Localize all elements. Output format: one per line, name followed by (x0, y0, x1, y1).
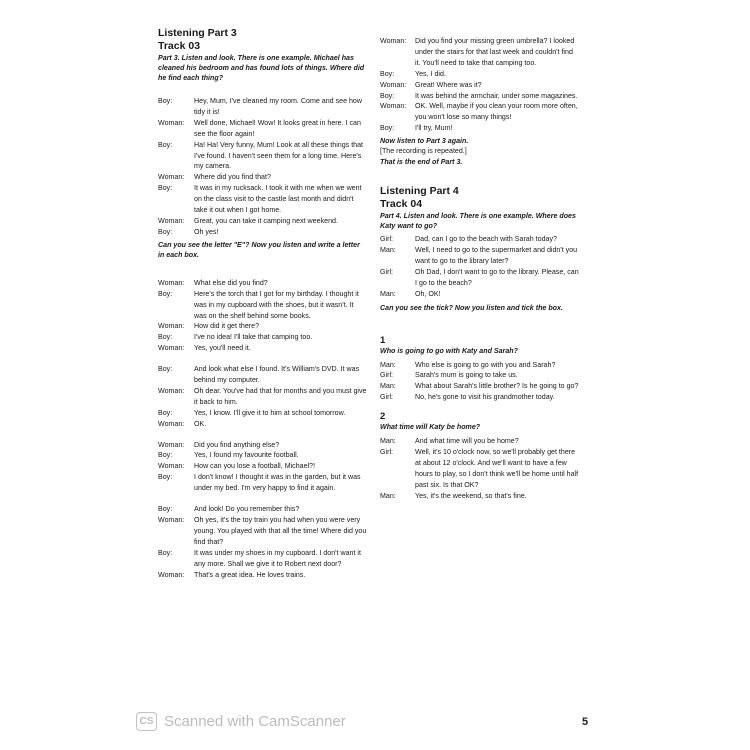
question-1-text: Who is going to go with Katy and Sarah? (380, 346, 518, 355)
camscanner-logo-icon: CS (136, 712, 157, 731)
dialogue-block-3 (158, 364, 368, 429)
speaker: Woman: (158, 118, 185, 127)
dialogue-block-2 (158, 278, 368, 354)
utterance: How did it get there? (194, 322, 260, 331)
dialogue-line (380, 267, 580, 289)
speaker: Woman: (158, 216, 185, 225)
speaker: Boy: (380, 124, 395, 133)
dialogue-line (158, 461, 368, 472)
speaker: Girl: (380, 235, 394, 244)
track-title-03: Track 03 (158, 40, 201, 52)
utterance: I don't know! I thought it was in the garden, but it was under my bed. I'm very happy to find it again. (194, 473, 361, 493)
recording-repeated-note: [The recording is repeated.] (380, 147, 467, 156)
dialogue-line (380, 69, 580, 80)
utterance: That's a great idea. He loves trains. (194, 570, 306, 579)
utterance: And what time will you be home? (415, 437, 519, 446)
utterance: What else did you find? (194, 278, 268, 287)
right-column (380, 36, 580, 502)
dialogue-block-7 (380, 234, 580, 299)
speaker: Woman: (380, 37, 407, 45)
dialogue-line (158, 172, 368, 183)
dialogue-line (380, 101, 580, 123)
dialogue-block-5 (158, 504, 368, 580)
speaker: Girl: (380, 448, 394, 457)
utterance: Yes, I found my favourite football. (194, 451, 299, 460)
speaker: Boy: (158, 473, 173, 482)
dialogue-line (158, 343, 368, 354)
utterance: I'll try, Mum! (415, 124, 453, 133)
speaker: Man: (380, 245, 396, 254)
dialogue-line (380, 289, 580, 300)
speaker: Boy: (158, 184, 173, 193)
dialogue-line (158, 450, 368, 461)
dialogue-line (380, 91, 580, 102)
speaker: Boy: (158, 451, 173, 460)
speaker: Woman: (158, 462, 185, 471)
speaker: Boy: (158, 227, 173, 236)
section-title-part4: Listening Part 4 (380, 185, 459, 198)
dialogue-line (158, 332, 368, 343)
speaker: Boy: (158, 505, 173, 514)
dialogue-line (380, 360, 580, 371)
question-2-text: What time will Katy be home? (380, 423, 481, 432)
utterance: Where did you find that? (194, 173, 271, 182)
speaker: Woman: (158, 173, 185, 182)
speaker: Man: (380, 360, 396, 369)
utterance: Yes, I know. I'll give it to him at school tomorrow. (194, 408, 346, 417)
speaker: Man: (380, 382, 396, 391)
camscanner-watermark (136, 709, 346, 733)
utterance: No, he's gone to visit his grandmother today. (415, 393, 555, 402)
dialogue-block-4 (158, 440, 368, 495)
utterance: Well done, Michael! Wow! It looks great in here. I can see the floor again! (194, 118, 361, 138)
dialogue-block-6 (380, 36, 580, 134)
dialogue-block-1 (158, 96, 368, 238)
speaker: Man: (380, 491, 396, 500)
dialogue-line (380, 123, 580, 134)
part3-instructions: Part 3. Listen and look. There is one example. Michael has cleaned his bedroom and has found lots of things. Where did he find each thing? (158, 54, 365, 82)
dialogue-line (158, 96, 368, 118)
dialogue-line (380, 447, 580, 491)
utterance: Who else is going to go with you and Sarah? (415, 360, 556, 369)
speaker: Woman: (158, 344, 185, 353)
camscanner-text: Scanned with CamScanner (164, 712, 346, 730)
utterance: And look what else I found. It's William's DVD. It was behind my computer. (194, 365, 360, 385)
track-title-04: Track 04 (380, 198, 423, 211)
utterance: Well, I need to go to the supermarket and didn't you want to go to the library later? (415, 245, 578, 265)
speaker: Boy: (380, 91, 395, 100)
utterance: Yes, I did. (415, 69, 446, 78)
utterance: Yes, it's the weekend, so that's fine. (415, 491, 527, 500)
dialogue-line (380, 436, 580, 447)
speaker: Man: (380, 289, 396, 298)
utterance: Great, you can take it camping next weekend. (194, 216, 338, 225)
utterance: OK. (194, 419, 207, 428)
utterance: It was behind the armchair, under some magazines. (415, 91, 578, 100)
dialogue-line (158, 386, 368, 408)
utterance: Sarah's mum is going to take us. (415, 371, 518, 380)
speaker: Boy: (158, 289, 173, 298)
dialogue-line (158, 472, 368, 494)
dialogue-line (380, 370, 580, 381)
utterance: Oh yes, it's the toy train you had when you were very young. You played with that all the time! Where did you find that? (194, 516, 367, 546)
dialogue-line (158, 570, 368, 581)
dialogue-line (158, 278, 368, 289)
end-of-part3-note: That is the end of Part 3. (380, 158, 463, 167)
speaker: Woman: (158, 516, 185, 524)
dialogue-block-q2 (380, 436, 580, 501)
dialogue-line (380, 245, 580, 267)
dialogue-line (158, 289, 368, 322)
utterance: Ha! Ha! Very funny, Mum! Look at all these things that I've found. I haven't seen them for a long time. Here's my camera. (194, 140, 364, 171)
page-number: 5 (582, 716, 589, 728)
dialogue-line (158, 504, 368, 515)
dialogue-line (380, 392, 580, 403)
utterance: How can you lose a football, Michael?! (194, 462, 316, 471)
speaker: Boy: (380, 69, 395, 78)
speaker: Boy: (158, 140, 173, 149)
speaker: Boy: (158, 97, 173, 105)
utterance: It was under my shoes in my cupboard. I don't want it any more. Shall we give it to Robert next door? (194, 548, 361, 568)
question-number-1: 1 (380, 334, 386, 346)
section-title-part3: Listening Part 3 (158, 27, 237, 39)
utterance: Did you find your missing green umbrella? I looked under the stairs for that last week and couldn't find it. You'll need to take that camping too. (415, 37, 575, 67)
dialogue-line (158, 440, 368, 451)
dialogue-block-q1 (380, 360, 580, 404)
utterance: And look! Do you remember this? (194, 505, 300, 514)
dialogue-line (158, 227, 368, 238)
listen-again-note: Now listen to Part 3 again. (380, 137, 469, 146)
speaker: Girl: (380, 393, 394, 402)
part4-prompt: Can you see the tick? Now you listen and tick the box. (380, 303, 563, 312)
dialogue-line (158, 515, 368, 548)
utterance: Hey, Mum, I've cleaned my room. Come and see how tidy it is! (194, 97, 362, 116)
part3-prompt: Can you see the letter "E"? Now you listen and write a letter in each box. (158, 240, 360, 259)
utterance: Oh Dad, I don't want to go to the library. Please, can I go to the beach? (415, 267, 579, 287)
question-number-2: 2 (380, 411, 386, 423)
speaker: Girl: (380, 371, 394, 380)
utterance: Well, it's 10 o'clock now, so we'll probably get there at about 12 o'clock. And we'll want to have a few hours to play, so I don't think we'll be home until half past six. Is that OK? (415, 448, 579, 489)
utterance: It was in my rucksack. I took it with me when we went on the class visit to the castle last month and didn't take it out when I got home. (194, 184, 362, 215)
dialogue-line (158, 118, 368, 140)
speaker: Girl: (380, 267, 394, 276)
speaker: Boy: (158, 333, 173, 342)
dialogue-line (380, 381, 580, 392)
speaker: Woman: (158, 440, 185, 449)
utterance: Oh, OK! (415, 289, 441, 298)
utterance: Great! Where was it? (415, 80, 482, 89)
speaker: Boy: (158, 365, 173, 374)
speaker: Woman: (158, 570, 185, 579)
utterance: Did you find anything else? (194, 440, 280, 449)
speaker: Woman: (158, 322, 185, 331)
utterance: Here's the torch that I got for my birthday. I thought it was in my cupboard with the shoes, but it wasn't. It was on the shelf behind some books. (194, 289, 359, 320)
dialogue-line (380, 491, 580, 502)
dialogue-line (158, 548, 368, 570)
dialogue-line (158, 408, 368, 419)
speaker: Woman: (158, 278, 185, 287)
dialogue-line (380, 36, 580, 69)
utterance: I've no idea! I'll take that camping too. (194, 333, 313, 342)
dialogue-line (380, 234, 580, 245)
dialogue-line (158, 321, 368, 332)
utterance: Oh dear. You've had that for months and you must give it back to him. (194, 386, 367, 406)
dialogue-line (158, 183, 368, 216)
speaker: Boy: (158, 408, 173, 417)
dialogue-line (380, 80, 580, 91)
utterance: Oh yes! (194, 227, 219, 236)
speaker: Woman: (158, 386, 185, 395)
utterance: What about Sarah's little brother? Is he going to go? (415, 382, 579, 391)
utterance: Dad, can I go to the beach with Sarah today? (415, 235, 557, 244)
speaker: Woman: (158, 419, 185, 428)
dialogue-line (158, 216, 368, 227)
utterance: Yes, you'll need it. (194, 344, 251, 353)
dialogue-line (158, 140, 368, 173)
utterance: OK. Well, maybe if you clean your room more often, you won't lose so many things! (415, 102, 578, 122)
speaker: Man: (380, 437, 396, 446)
part4-instructions: Part 4. Listen and look. There is one example. Where does Katy want to go? (380, 212, 576, 231)
left-column (158, 27, 368, 580)
dialogue-line (158, 419, 368, 430)
speaker: Woman: (380, 80, 407, 89)
speaker: Woman: (380, 102, 407, 111)
speaker: Boy: (158, 548, 173, 557)
dialogue-line (158, 364, 368, 386)
